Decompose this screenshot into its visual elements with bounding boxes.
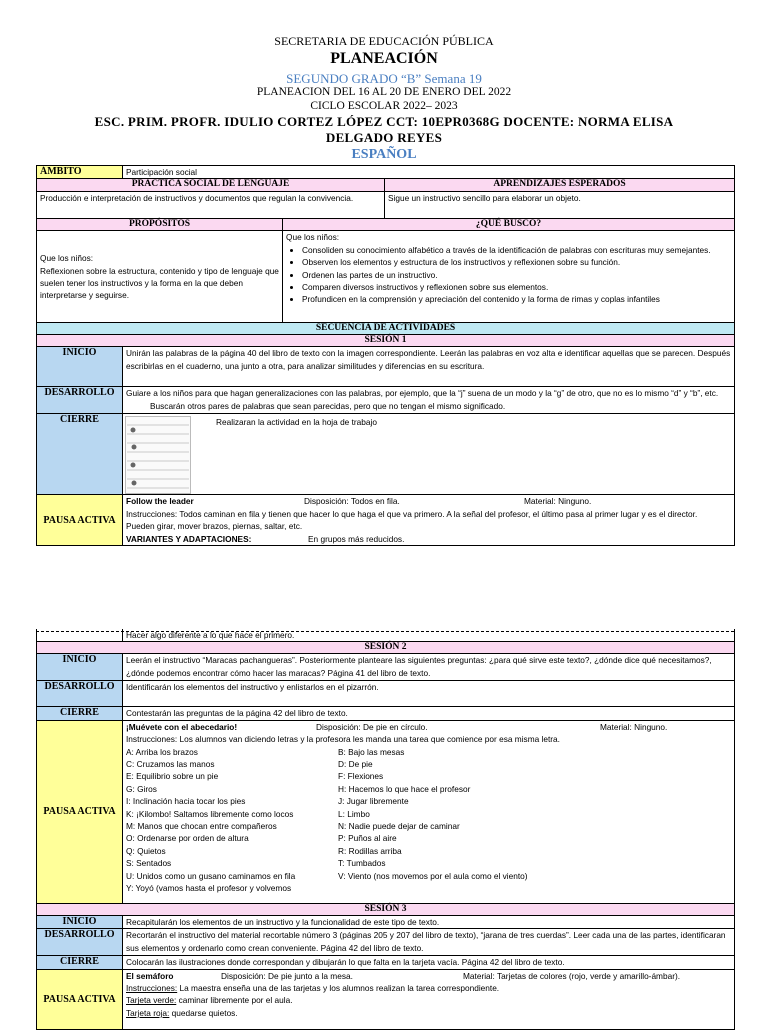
practica-text: Producción e interpretación de instructivos y documentos que regulan la convivencia.: [37, 192, 385, 219]
inicio2-text: Leerán el instructivo “Maracas pachangueras”. Posteriormente planteare las siguientes preguntas: ¿para qué sirve este texto?, ¿dónde dice qué necesitamos?, ¿dónde podemos encontrar cómo hacer las maracas? Página 41 del libro de texto.: [123, 654, 735, 681]
quebusco-item: • Ordenen las partes de un instructivo.: [302, 269, 731, 281]
pausa3-instr-label: Instrucciones:: [126, 983, 178, 994]
letter-row: E: Equilibrio sobre un pie F: Flexiones: [126, 771, 384, 782]
pausa-instrucciones-2: Pueden girar, mover brazos, piernas, saltar, etc.: [126, 521, 303, 532]
aprendizajes-text: Sigue un instructivo sencillo para elaborar un objeto.: [385, 192, 735, 219]
propositos-intro: Que los niños:: [40, 253, 94, 264]
pausa2-disposicion: Disposición: De pie en círculo.: [316, 721, 428, 732]
practica-label: PRACTICA SOCIAL DE LENGUAJE: [37, 179, 385, 192]
pausa3-title: El semáforo: [126, 970, 174, 981]
quebusco-item: • Consoliden su conocimiento alfabético a través de la identificación de palabras con escrituras muy semejantes.: [302, 244, 731, 256]
pausa2-cell: [123, 720, 735, 903]
letter-row: K: ¡Kilombo! Saltamos libremente como locos L: Limbo: [126, 808, 370, 819]
page-title: PLANEACIÓN: [330, 50, 438, 67]
secretaria-line: SECRETARIA DE EDUCACIÓN PÚBLICA: [274, 34, 494, 48]
pausa3-verde: caminar libremente por el aula.: [178, 995, 293, 1006]
pausa3-roja-label: Tarjeta roja:: [126, 1007, 170, 1018]
desarrollo-text: Guiare a los niños para que hagan generalizaciones con las palabras, por ejemplo, que la “j” suena de un modo y la “g” de otro, que no es lo mismo “d” y “b”, etc.: [126, 388, 719, 399]
planning-table-2: [36, 629, 735, 1030]
pausa3-material: Material: Tarjetas de colores (rojo, verde y amarillo-ámbar).: [463, 970, 681, 981]
cierre2-label: CIERRE: [37, 707, 123, 720]
cierre3-text: Colocarán las ilustraciones donde correspondan y dibujarán lo que falta en la tarjeta vacía. Página 42 del libro de texto.: [123, 956, 735, 969]
letter-row: C: Cruzamos las manos D: De pie: [126, 759, 373, 770]
sesion2-label: SESIÓN 2: [37, 642, 735, 654]
propositos-text: Reflexionen sobre la estructura, contenido y tipo de lenguaje que suelen tener los instructivos y la forma en la que deben interpretarse y seguirse.: [40, 265, 279, 301]
pausa-material: Material: Ninguno.: [524, 496, 592, 507]
pausa3-cell: [123, 969, 735, 1029]
letter-row: G: Giros H: Hacemos lo que hace el profesor: [126, 783, 471, 794]
pausa-label: PAUSA ACTIVA: [37, 495, 123, 546]
sesion1-label: SESIÓN 1: [37, 335, 735, 347]
inicio-label: INICIO: [37, 347, 123, 387]
letter-row: Q: Quietos R: Rodillas arriba: [126, 845, 402, 856]
desarrollo-text-2: Buscarán otros pares de palabras que sean parecidas, pero que no tengan el mismo significado.: [150, 400, 506, 411]
school-line: ESC. PRIM. PROFR. IDULIO CORTEZ LÓPEZ CCT: 10EPR0368G DOCENTE: NORMA ELISA: [94, 114, 674, 129]
desarrollo2-text: Identificarán los elementos del instructivo y enlistarlos en el pizarrón.: [123, 681, 735, 707]
teacher-line: DELGADO REYES: [325, 130, 443, 145]
cierre-text: Realizaran la actividad en la hoja de trabajo: [216, 417, 377, 428]
pausa-disposicion: Disposición: Todos en fila.: [304, 496, 400, 507]
letter-row: I: Inclinación hacia tocar los pies J: Jugar libremente: [126, 796, 409, 807]
pausa2-label: PAUSA ACTIVA: [37, 720, 123, 903]
pausa2-instrucciones: Instrucciones: Los alumnos van diciendo letras y la profesora les manda una tarea que comience por esa misma letra.: [126, 734, 560, 745]
grade-line: SEGUNDO GRADO “B” Semana 19: [286, 71, 482, 86]
quebusco-item: • Observen los elementos y estructura de los instructivos y reflexionen sobre su función.: [302, 256, 731, 268]
continuation-text: Hacer algo diferente a lo que hace el primero.: [123, 629, 735, 642]
pausa3-roja: quedarse quietos.: [171, 1007, 238, 1018]
planning-table-1: [36, 165, 735, 546]
propositos-label: PROPÓSITOS: [37, 219, 283, 231]
quebusco-item: • Profundicen en la comprensión y apreciación del contenido y la forma de rimas y coplas infantiles: [302, 293, 731, 305]
desarrollo3-label: DESARROLLO: [37, 929, 123, 956]
letter-row-last: Y: Yoyó (vamos hasta el profesor y volvemos: [126, 883, 292, 894]
cycle-line: CICLO ESCOLAR 2022– 2023: [310, 100, 458, 112]
cierre-label: CIERRE: [37, 414, 123, 495]
letter-row: O: Ordenarse por orden de altura P: Puños al aire: [126, 833, 397, 844]
pausa-variantes-label: VARIANTES Y ADAPTACIONES:: [126, 533, 252, 544]
cierre3-label: CIERRE: [37, 956, 123, 969]
secuencia-label: SECUENCIA DE ACTIVIDADES: [37, 323, 735, 335]
pausa-variantes-text: En grupos más reducidos.: [308, 533, 405, 544]
pausa-instrucciones: Instrucciones: Todos caminan en fila y tienen que hacer lo que haga el que va primero. A la señal del profesor, el último pasa al primer lugar y es el director.: [126, 508, 698, 519]
propositos-cell: [37, 231, 283, 323]
quebusco-item: • Comparen diversos instructivos y reflexionen sobre sus elementos.: [302, 281, 731, 293]
desarrollo-cell: [123, 387, 735, 414]
ambito-label: ÁMBITO: [37, 166, 123, 179]
pausa2-title: ¡Muévete con el abecedario!: [126, 721, 238, 732]
inicio3-label: INICIO: [37, 915, 123, 928]
quebusco-intro: Que los niños:: [286, 232, 340, 243]
pausa3-instr: La maestra enseña una de las tarjetas y los alumnos realizan la tarea correspondiente.: [179, 983, 500, 994]
cierre2-text: Contestarán las preguntas de la página 42 del libro de texto.: [123, 707, 735, 720]
pausa2-material: Material: Ninguno.: [600, 721, 668, 732]
inicio3-text: Recapitularán los elementos de un instructivo y la funcionalidad de este tipo de texto.: [123, 915, 735, 928]
desarrollo2-label: DESARROLLO: [37, 681, 123, 707]
inicio2-label: INICIO: [37, 654, 123, 681]
cierre-cell: [123, 414, 735, 495]
quebusco-cell: [283, 231, 735, 323]
pausa-title: Follow the leader: [126, 496, 194, 507]
pausa3-label: PAUSA ACTIVA: [37, 969, 123, 1029]
desarrollo-label: DESARROLLO: [37, 387, 123, 414]
aprendizajes-label: APRENDIZAJES ESPERADOS: [385, 179, 735, 192]
continuation-cell: [37, 629, 123, 642]
sesion3-label: SESIÓN 3: [37, 903, 735, 915]
desarrollo3-text: Recortarán el instructivo del material recortable número 3 (páginas 205 y 207 del libro de texto), “jarana de tres cuerdas”. Leer cada una de las partes, identificaran sus elementos y ordenarlo como crean conveniente. Página 42 del libro de texto.: [123, 929, 735, 956]
quebusco-label: ¿QUÉ BUSCO?: [283, 219, 735, 231]
pausa-cell: [123, 495, 735, 546]
subject-title: ESPAÑOL: [351, 147, 417, 162]
ambito-value: Participación social: [123, 166, 735, 179]
inicio-text: Unirán las palabras de la página 40 del libro de texto con la imagen correspondiente. Leerán las palabras en voz alta e identificar aquellas que se parecen. Después escribirlas en el cuaderno, una junto a otra, para analizar similitudes y diferencias en su escritura.: [123, 347, 735, 387]
letter-row: A: Arriba los brazos B: Bajo las mesas: [126, 746, 405, 757]
dates-line: PLANEACION DEL 16 AL 20 DE ENERO DEL 2022: [256, 86, 512, 98]
letter-row: M: Manos que chocan entre compañeros N: Nadie puede dejar de caminar: [126, 821, 460, 832]
letter-row: S: Sentados T: Tumbados: [126, 858, 386, 869]
pausa3-verde-label: Tarjeta verde:: [126, 995, 177, 1006]
pausa3-disposicion: Disposición: De pie junto a la mesa.: [221, 970, 353, 981]
worksheet-thumbnail: [125, 416, 191, 494]
letter-row: U: Unidos como un gusano caminamos en fila V: Viento (nos movemos por el aula como el viento): [126, 870, 528, 881]
